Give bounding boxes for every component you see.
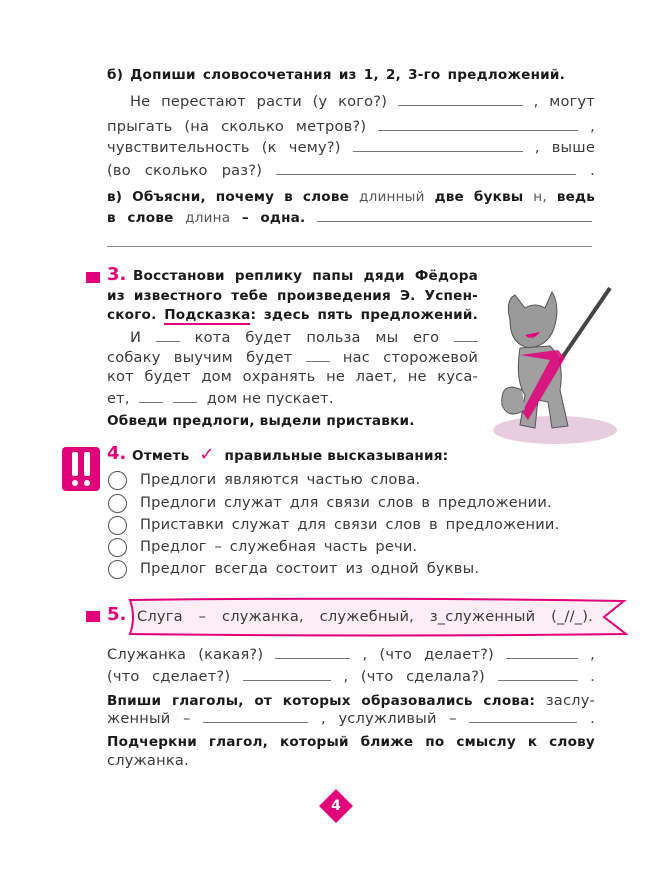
answer-blank[interactable] <box>275 644 350 659</box>
statement-text: Приставки служат для связи слов в предложении. <box>140 516 560 533</box>
statement-text: Предлоги служат для связи слов в предложении. <box>140 494 552 511</box>
statement-checkbox[interactable] <box>108 494 127 513</box>
answer-blank[interactable] <box>378 116 578 131</box>
text: , выше <box>534 139 596 156</box>
text: Не перестают расти (у кого?) <box>130 93 388 110</box>
example-letter: н, <box>533 189 547 205</box>
task2c-line2 <box>107 207 592 228</box>
text: – одна. <box>241 210 306 226</box>
text: ведь <box>556 189 596 205</box>
answer-blank[interactable] <box>317 207 592 222</box>
text: , могут <box>533 93 596 110</box>
statement-checkbox[interactable] <box>108 516 127 535</box>
statement-text: Предлог всегда состоит из одной буквы. <box>140 560 480 577</box>
answer-blank[interactable] <box>139 388 163 403</box>
task2b-heading: б) Допиши словосочетания из 1, 2, 3-го предложений. <box>107 67 565 83</box>
text: две буквы <box>434 189 524 205</box>
answer-blank[interactable] <box>454 327 478 342</box>
text: . <box>590 162 596 179</box>
task4-heading <box>132 445 448 466</box>
task4-number: 4. <box>107 443 127 464</box>
text: собаку выучим будет <box>107 349 293 366</box>
task-marker <box>86 611 100 622</box>
text: . <box>590 668 596 685</box>
text: И <box>130 329 142 346</box>
answer-blank[interactable] <box>506 644 578 659</box>
exclamation-dots <box>72 480 78 486</box>
answer-blank[interactable] <box>243 666 331 681</box>
task3-text3: кот будет дом охранять не лает, не куса- <box>107 368 478 385</box>
task-marker <box>86 272 100 283</box>
text: в) Объясни, почему в слове <box>107 189 350 205</box>
answer-blank[interactable] <box>306 347 330 362</box>
task5-line1 <box>107 644 595 665</box>
task5-number: 5. <box>107 604 127 625</box>
answer-line[interactable] <box>107 246 592 247</box>
text: нас сторожевой <box>342 349 479 366</box>
checkmark-icon: ✓ <box>199 444 215 465</box>
text: чувствительность (к чему?) <box>107 139 341 156</box>
statement-text: Предлоги являются частью слова. <box>140 471 421 488</box>
text: дом не пускает. <box>206 390 334 407</box>
answer-blank[interactable] <box>276 160 576 175</box>
text: кота будет польза мы его <box>194 329 440 346</box>
task2c-line1 <box>107 187 595 207</box>
page-number: 4 <box>331 798 341 814</box>
task3-number: 3. <box>107 264 127 285</box>
text: заслу- <box>545 692 596 709</box>
task5-line6: служанка. <box>107 752 189 769</box>
task3-text2 <box>107 347 478 368</box>
text: в слове <box>107 210 174 226</box>
text: : здесь пять предложений. <box>250 307 478 323</box>
text: правильные высказывания: <box>224 448 449 464</box>
answer-blank[interactable] <box>469 708 577 723</box>
answer-blank[interactable] <box>203 708 308 723</box>
text: Служанка (какая?) <box>107 646 264 663</box>
text: Отметь <box>132 448 190 464</box>
hint-label: Подсказка <box>164 307 251 323</box>
task3-line1: Восстанови реплику папы дяди Фёдора <box>133 268 478 284</box>
statement-checkbox[interactable] <box>108 471 127 490</box>
text: (что сделает?) <box>107 668 231 685</box>
text: , <box>590 118 595 135</box>
text: Впиши глаголы, от которых образовались слова: <box>107 693 536 709</box>
exclamation-badge <box>62 447 100 491</box>
text: . <box>590 710 595 727</box>
text: (во сколько раз?) <box>107 162 263 179</box>
task2b-line2 <box>107 116 595 137</box>
answer-blank[interactable] <box>498 666 578 681</box>
task3-line2: из известного тебе произведения Э. Успен- <box>107 288 478 304</box>
statement-checkbox[interactable] <box>108 560 127 579</box>
task5-banner-text: Слуга – служанка, служебный, з_служенный (_//_). <box>137 608 593 625</box>
task5-line2 <box>107 666 595 687</box>
task5-line4 <box>107 708 595 729</box>
text: , (что делает?) <box>362 646 494 663</box>
task3-line3 <box>107 305 478 325</box>
answer-blank[interactable] <box>353 137 523 152</box>
text: , услужливый – <box>320 710 457 727</box>
cat-illustration <box>480 280 620 445</box>
text: ет, <box>107 390 130 407</box>
text: ского. <box>107 307 157 323</box>
answer-blank[interactable] <box>156 327 180 342</box>
task2b-line3 <box>107 137 595 158</box>
task3-instruction: Обведи предлоги, выдели приставки. <box>107 413 415 429</box>
task3-text1 <box>130 327 478 348</box>
answer-blank[interactable] <box>398 91 523 106</box>
text: женный – <box>107 710 191 727</box>
task5-line5: Подчеркни глагол, который ближе по смыслу к слову <box>107 734 595 750</box>
task2b-line4 <box>107 160 595 181</box>
answer-blank[interactable] <box>173 388 197 403</box>
example-word: длина <box>185 210 231 226</box>
task2b-line1 <box>130 91 595 112</box>
task3-text4 <box>107 388 334 409</box>
text: , <box>590 646 596 663</box>
example-word: длинный <box>358 189 425 205</box>
text: прыгать (на сколько метров?) <box>107 118 367 135</box>
text: , (что сделала?) <box>343 668 485 685</box>
statement-text: Предлог – служебная часть речи. <box>140 538 418 555</box>
exclamation-icon <box>72 452 78 476</box>
statement-checkbox[interactable] <box>108 538 127 557</box>
